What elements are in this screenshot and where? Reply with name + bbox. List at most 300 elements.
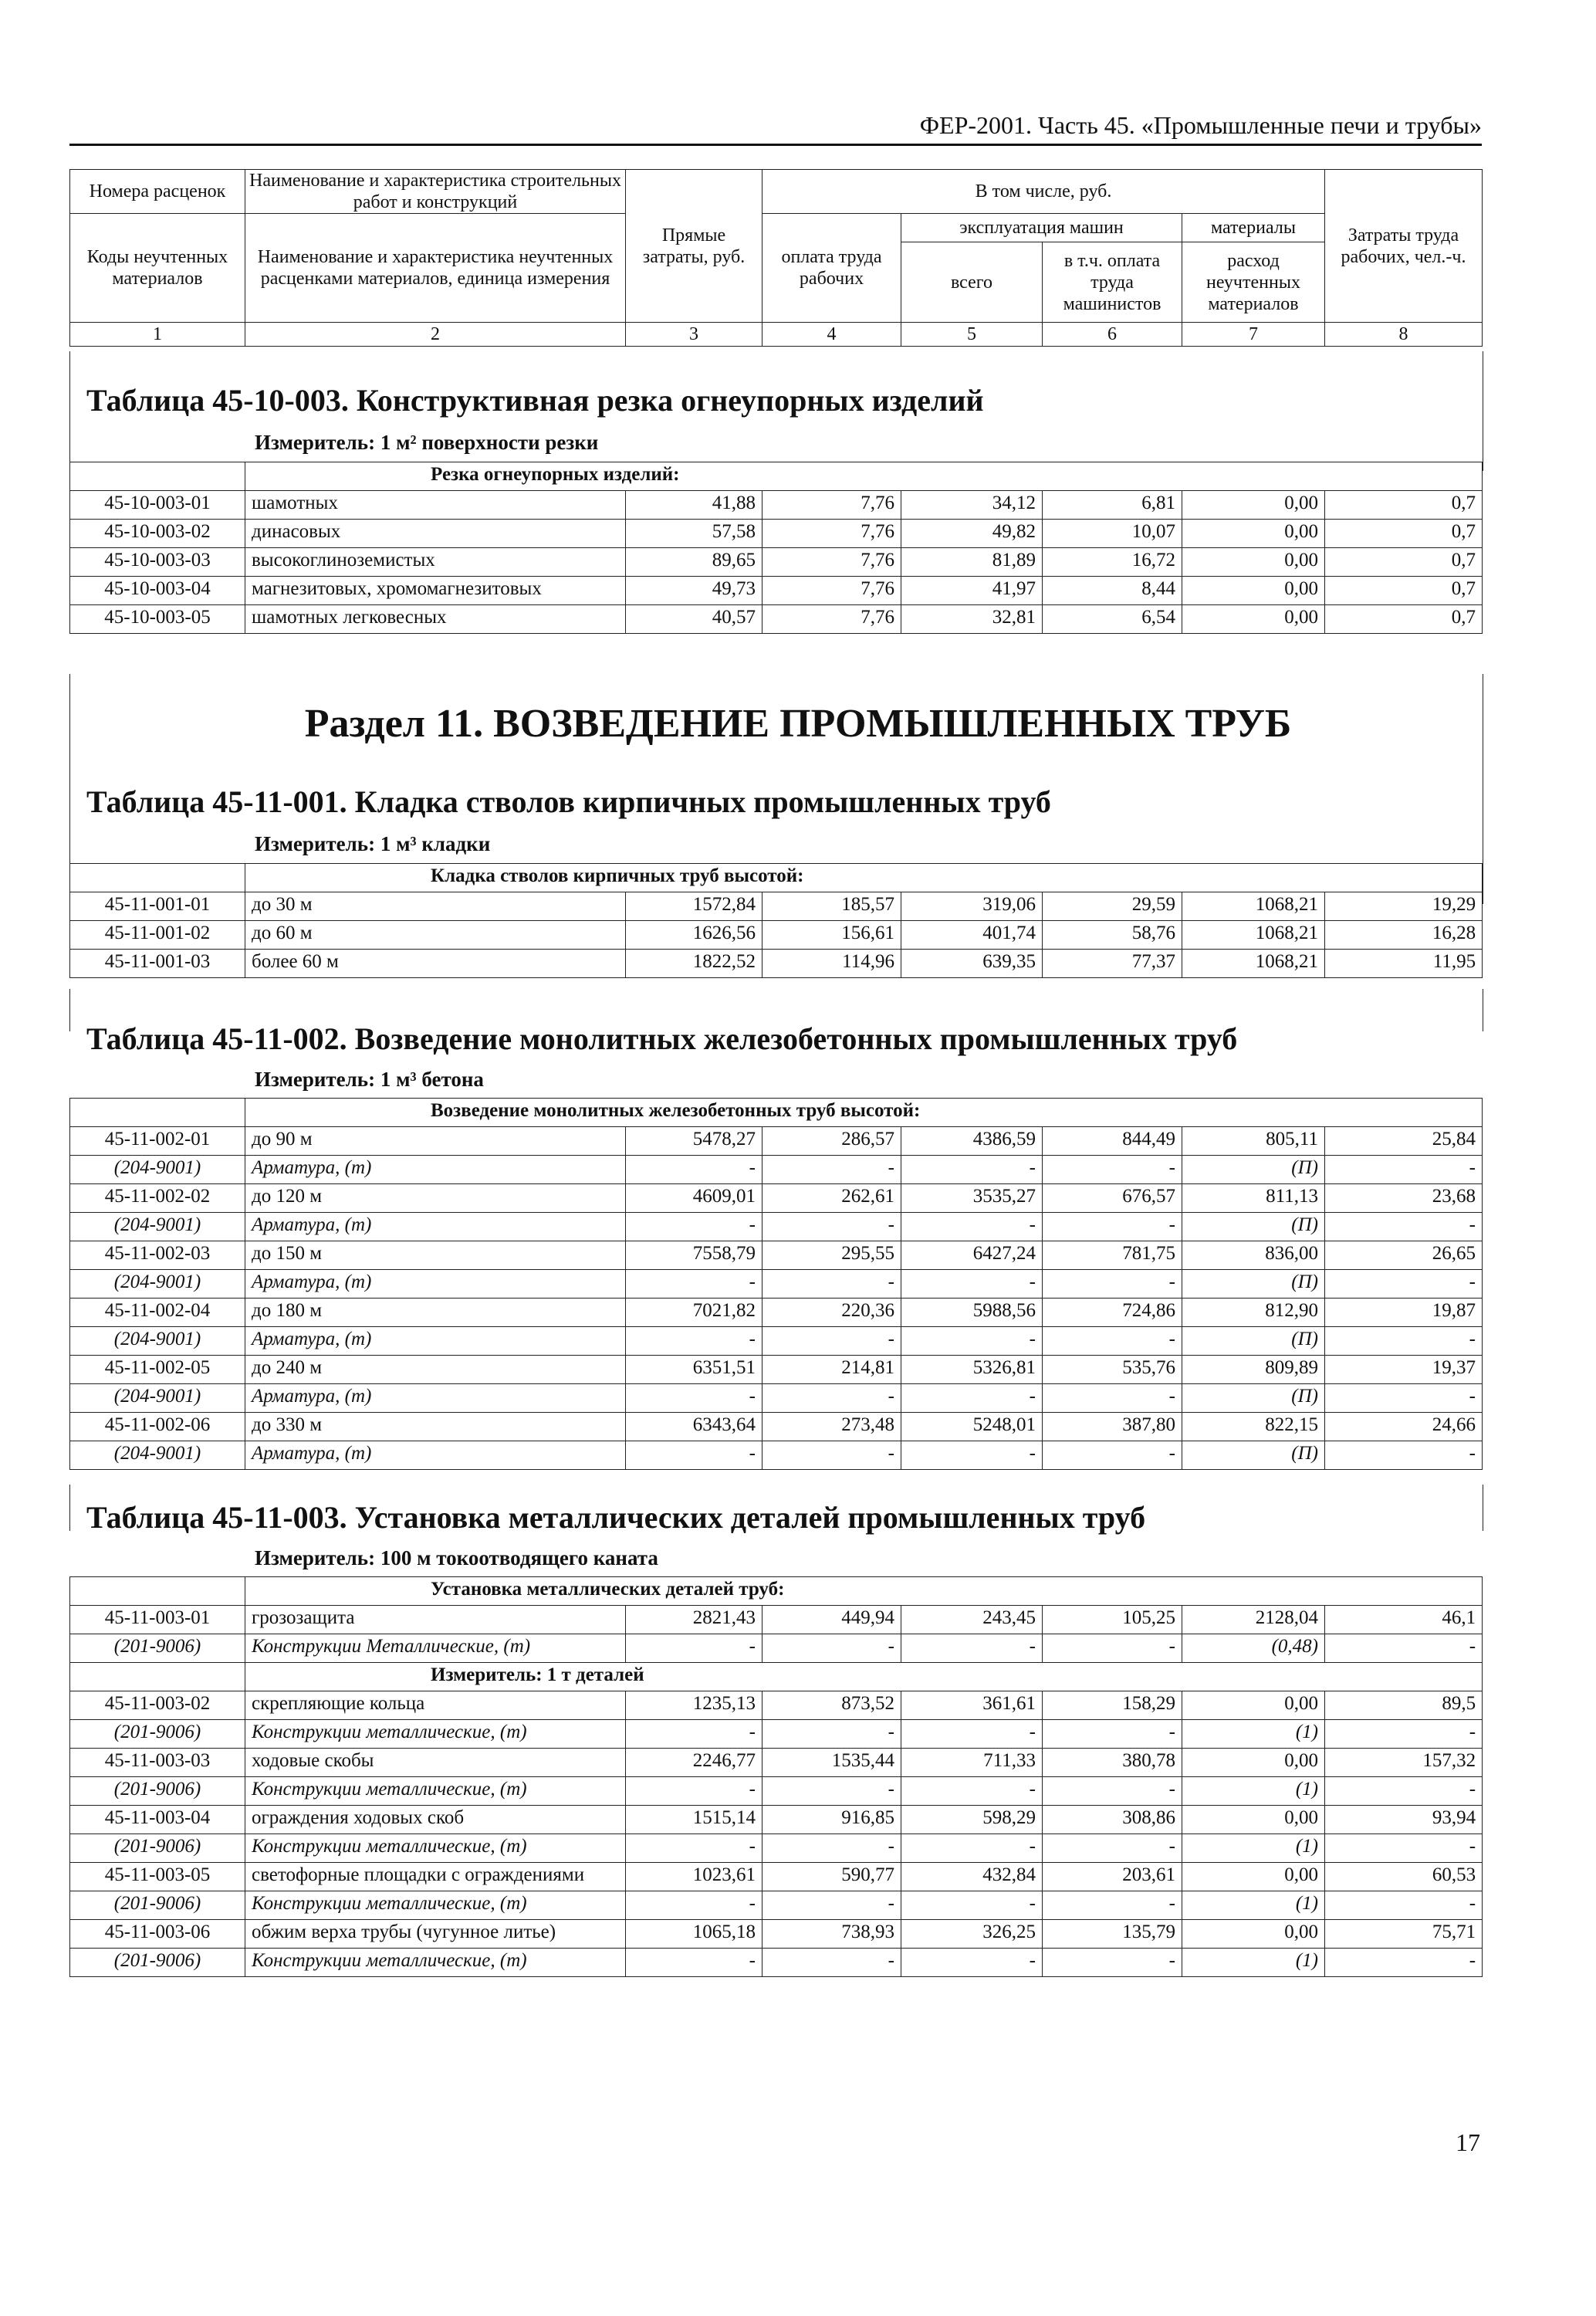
value-c8: 0,7 bbox=[1325, 491, 1483, 520]
table-row bbox=[70, 921, 1483, 950]
work-name: высокоглиноземистых bbox=[245, 548, 626, 577]
material-row bbox=[70, 1634, 1483, 1663]
work-name: до 240 м bbox=[245, 1356, 626, 1384]
material-code: (201-9006) bbox=[70, 1949, 245, 1977]
value-c7: 811,13 bbox=[1182, 1184, 1325, 1213]
header-incl: В том числе, руб. bbox=[762, 170, 1325, 214]
value-c4: 295,55 bbox=[762, 1241, 901, 1270]
value-c6: 6,54 bbox=[1043, 605, 1182, 634]
col-index: 5 bbox=[901, 323, 1043, 347]
value-c5: 361,61 bbox=[901, 1691, 1043, 1720]
value-c5: 32,81 bbox=[901, 605, 1043, 634]
rate-code: 45-11-002-03 bbox=[70, 1241, 245, 1270]
material-amount: (П) bbox=[1182, 1156, 1325, 1184]
col-index: 6 bbox=[1043, 323, 1182, 347]
value-c4: 449,94 bbox=[762, 1606, 901, 1634]
value-c3: 1235,13 bbox=[626, 1691, 762, 1720]
material-dash: - bbox=[762, 1834, 901, 1863]
table-row bbox=[70, 491, 1483, 520]
work-name: магнезитовых, хромомагнезитовых bbox=[245, 577, 626, 605]
rate-code: 45-11-003-01 bbox=[70, 1606, 245, 1634]
rate-code: 45-11-003-05 bbox=[70, 1863, 245, 1891]
material-name: Арматура, (т) bbox=[245, 1441, 626, 1470]
value-c4: 7,76 bbox=[762, 520, 901, 548]
material-code: (204-9001) bbox=[70, 1270, 245, 1299]
value-c5: 81,89 bbox=[901, 548, 1043, 577]
material-dash: - bbox=[1043, 1441, 1182, 1470]
meter-line: Измеритель: 100 м токоотводящего каната bbox=[255, 1546, 658, 1569]
material-dash: - bbox=[901, 1777, 1043, 1806]
header-col7: расход неучтенных материалов bbox=[1182, 242, 1325, 323]
header-col4: оплата труда рабочих bbox=[762, 214, 901, 323]
material-amount: (1) bbox=[1182, 1834, 1325, 1863]
material-name: Арматура, (т) bbox=[245, 1327, 626, 1356]
work-name: до 150 м bbox=[245, 1241, 626, 1270]
meter-line: Измеритель: 1 м³ кладки bbox=[255, 832, 491, 855]
material-amount: (1) bbox=[1182, 1891, 1325, 1920]
material-code: (201-9006) bbox=[70, 1634, 245, 1663]
value-c3: 6351,51 bbox=[626, 1356, 762, 1384]
material-dash: - bbox=[1043, 1777, 1182, 1806]
material-amount: (П) bbox=[1182, 1384, 1325, 1413]
material-dash: - bbox=[762, 1891, 901, 1920]
table-row bbox=[70, 1691, 1483, 1720]
material-row bbox=[70, 1156, 1483, 1184]
work-name: до 180 м bbox=[245, 1299, 626, 1327]
material-dash: - bbox=[901, 1384, 1043, 1413]
value-c8: 25,84 bbox=[1325, 1127, 1483, 1156]
material-name: Конструкции металлические, (т) bbox=[245, 1834, 626, 1863]
value-c4: 185,57 bbox=[762, 892, 901, 921]
work-name: ограждения ходовых скоб bbox=[245, 1806, 626, 1834]
value-c5: 639,35 bbox=[901, 950, 1043, 978]
material-name: Конструкции металлические, (т) bbox=[245, 1720, 626, 1749]
header-col1-bottom: Коды неучтенных материалов bbox=[70, 214, 245, 323]
work-name: до 330 м bbox=[245, 1413, 626, 1441]
material-amount: (П) bbox=[1182, 1270, 1325, 1299]
value-c7: 1068,21 bbox=[1182, 950, 1325, 978]
value-c3: 1065,18 bbox=[626, 1920, 762, 1949]
work-name: ходовые скобы bbox=[245, 1749, 626, 1777]
value-c3: 4609,01 bbox=[626, 1184, 762, 1213]
value-c5: 5326,81 bbox=[901, 1356, 1043, 1384]
material-dash: - bbox=[901, 1720, 1043, 1749]
material-name: Конструкции металлические, (т) bbox=[245, 1777, 626, 1806]
material-dash: - bbox=[626, 1891, 762, 1920]
group-label: Установка металлических деталей труб: bbox=[245, 1577, 1483, 1606]
work-name: шамотных легковесных bbox=[245, 605, 626, 634]
value-c3: 2821,43 bbox=[626, 1606, 762, 1634]
group-label: Резка огнеупорных изделий: bbox=[245, 462, 1483, 491]
value-c8: 19,29 bbox=[1325, 892, 1483, 921]
material-dash: - bbox=[901, 1270, 1043, 1299]
material-code: (201-9006) bbox=[70, 1834, 245, 1863]
work-name: светофорные площадки с ограждениями bbox=[245, 1863, 626, 1891]
rate-code: 45-11-003-04 bbox=[70, 1806, 245, 1834]
table-45-11-002 bbox=[69, 1098, 1483, 1470]
value-c6: 105,25 bbox=[1043, 1606, 1182, 1634]
value-c4: 286,57 bbox=[762, 1127, 901, 1156]
material-dash: - bbox=[1325, 1720, 1483, 1749]
material-dash: - bbox=[1043, 1270, 1182, 1299]
meter-line: Измеритель: 1 м² поверхности резки bbox=[255, 431, 599, 454]
value-c6: 844,49 bbox=[1043, 1127, 1182, 1156]
material-dash: - bbox=[1325, 1634, 1483, 1663]
table-row bbox=[70, 892, 1483, 921]
work-name: до 30 м bbox=[245, 892, 626, 921]
material-dash: - bbox=[1325, 1156, 1483, 1184]
material-code: (201-9006) bbox=[70, 1777, 245, 1806]
material-dash: - bbox=[1325, 1441, 1483, 1470]
table-row bbox=[70, 548, 1483, 577]
value-c4: 214,81 bbox=[762, 1356, 901, 1384]
value-c7: 812,90 bbox=[1182, 1299, 1325, 1327]
table-title: Таблица 45-11-003. Установка металлических деталей промышленных труб bbox=[86, 1500, 1146, 1535]
value-c6: 535,76 bbox=[1043, 1356, 1182, 1384]
value-c7: 2128,04 bbox=[1182, 1606, 1325, 1634]
value-c3: 40,57 bbox=[626, 605, 762, 634]
value-c6: 16,72 bbox=[1043, 548, 1182, 577]
value-c3: 89,65 bbox=[626, 548, 762, 577]
material-dash: - bbox=[1043, 1384, 1182, 1413]
material-dash: - bbox=[626, 1777, 762, 1806]
value-c8: 16,28 bbox=[1325, 921, 1483, 950]
rate-code: 45-11-001-02 bbox=[70, 921, 245, 950]
meter-row bbox=[70, 1663, 1483, 1691]
material-dash: - bbox=[762, 1441, 901, 1470]
material-dash: - bbox=[762, 1384, 901, 1413]
value-c3: 49,73 bbox=[626, 577, 762, 605]
rate-code: 45-11-001-01 bbox=[70, 892, 245, 921]
group-label: Возведение монолитных железобетонных труб высотой: bbox=[245, 1099, 1483, 1127]
table-row bbox=[70, 1749, 1483, 1777]
rate-code: 45-10-003-03 bbox=[70, 548, 245, 577]
value-c4: 1535,44 bbox=[762, 1749, 901, 1777]
rate-code: 45-11-001-03 bbox=[70, 950, 245, 978]
rate-code: 45-11-002-06 bbox=[70, 1413, 245, 1441]
table-row bbox=[70, 605, 1483, 634]
material-dash: - bbox=[626, 1327, 762, 1356]
value-c8: 157,32 bbox=[1325, 1749, 1483, 1777]
material-name: Конструкции Металлические, (т) bbox=[245, 1634, 626, 1663]
material-dash: - bbox=[1325, 1270, 1483, 1299]
value-c6: 387,80 bbox=[1043, 1413, 1182, 1441]
value-c5: 49,82 bbox=[901, 520, 1043, 548]
value-c7: 0,00 bbox=[1182, 605, 1325, 634]
value-c3: 41,88 bbox=[626, 491, 762, 520]
value-c4: 273,48 bbox=[762, 1413, 901, 1441]
value-c5: 432,84 bbox=[901, 1863, 1043, 1891]
material-dash: - bbox=[626, 1384, 762, 1413]
material-amount: (1) bbox=[1182, 1777, 1325, 1806]
material-amount: (0,48) bbox=[1182, 1634, 1325, 1663]
material-dash: - bbox=[1325, 1384, 1483, 1413]
material-name: Арматура, (т) bbox=[245, 1270, 626, 1299]
material-dash: - bbox=[901, 1891, 1043, 1920]
value-c6: 203,61 bbox=[1043, 1863, 1182, 1891]
material-dash: - bbox=[626, 1720, 762, 1749]
material-code: (201-9006) bbox=[70, 1891, 245, 1920]
rate-code: 45-10-003-01 bbox=[70, 491, 245, 520]
value-c3: 7021,82 bbox=[626, 1299, 762, 1327]
table-row bbox=[70, 1806, 1483, 1834]
rate-code: 45-11-002-04 bbox=[70, 1299, 245, 1327]
col-index: 3 bbox=[626, 323, 762, 347]
value-c6: 58,76 bbox=[1043, 921, 1182, 950]
material-dash: - bbox=[762, 1777, 901, 1806]
material-row bbox=[70, 1891, 1483, 1920]
material-dash: - bbox=[1325, 1891, 1483, 1920]
meter-line: Измеритель: 1 т деталей bbox=[245, 1663, 1483, 1691]
value-c6: 8,44 bbox=[1043, 577, 1182, 605]
value-c8: 19,87 bbox=[1325, 1299, 1483, 1327]
rate-code: 45-11-002-01 bbox=[70, 1127, 245, 1156]
work-name: шамотных bbox=[245, 491, 626, 520]
value-c3: 57,58 bbox=[626, 520, 762, 548]
value-c7: 1068,21 bbox=[1182, 921, 1325, 950]
table-row bbox=[70, 1920, 1483, 1949]
table-row bbox=[70, 1241, 1483, 1270]
value-c3: 7558,79 bbox=[626, 1241, 762, 1270]
material-row bbox=[70, 1441, 1483, 1470]
value-c8: 19,37 bbox=[1325, 1356, 1483, 1384]
work-name: до 120 м bbox=[245, 1184, 626, 1213]
value-c8: 0,7 bbox=[1325, 548, 1483, 577]
value-c7: 822,15 bbox=[1182, 1413, 1325, 1441]
value-c5: 41,97 bbox=[901, 577, 1043, 605]
value-c5: 711,33 bbox=[901, 1749, 1043, 1777]
rate-code: 45-10-003-04 bbox=[70, 577, 245, 605]
table-row bbox=[70, 1356, 1483, 1384]
table-row bbox=[70, 520, 1483, 548]
column-header-table bbox=[69, 169, 1483, 347]
value-c7: 805,11 bbox=[1182, 1127, 1325, 1156]
value-c5: 5988,56 bbox=[901, 1299, 1043, 1327]
value-c6: 158,29 bbox=[1043, 1691, 1182, 1720]
value-c3: 2246,77 bbox=[626, 1749, 762, 1777]
meter-line: Измеритель: 1 м³ бетона bbox=[255, 1068, 484, 1091]
value-c7: 0,00 bbox=[1182, 1863, 1325, 1891]
value-c4: 156,61 bbox=[762, 921, 901, 950]
material-row bbox=[70, 1270, 1483, 1299]
material-dash: - bbox=[1043, 1213, 1182, 1241]
value-c7: 0,00 bbox=[1182, 491, 1325, 520]
value-c6: 77,37 bbox=[1043, 950, 1182, 978]
material-dash: - bbox=[901, 1213, 1043, 1241]
value-c7: 0,00 bbox=[1182, 1749, 1325, 1777]
page-number: 17 bbox=[1456, 2128, 1480, 2156]
material-dash: - bbox=[1043, 1634, 1182, 1663]
material-dash: - bbox=[762, 1156, 901, 1184]
material-dash: - bbox=[762, 1634, 901, 1663]
material-amount: (1) bbox=[1182, 1720, 1325, 1749]
table-title: Таблица 45-11-002. Возведение монолитных железобетонных промышленных труб bbox=[86, 1021, 1238, 1056]
value-c5: 6427,24 bbox=[901, 1241, 1043, 1270]
empty-cell bbox=[70, 1663, 245, 1691]
material-dash: - bbox=[901, 1441, 1043, 1470]
material-name: Арматура, (т) bbox=[245, 1384, 626, 1413]
material-dash: - bbox=[1325, 1777, 1483, 1806]
table-row bbox=[70, 577, 1483, 605]
material-row bbox=[70, 1327, 1483, 1356]
material-name: Конструкции металлические, (т) bbox=[245, 1891, 626, 1920]
value-c7: 809,89 bbox=[1182, 1356, 1325, 1384]
material-dash: - bbox=[1043, 1949, 1182, 1977]
header-col5: всего bbox=[901, 242, 1043, 323]
value-c7: 836,00 bbox=[1182, 1241, 1325, 1270]
table-title: Таблица 45-10-003. Конструктивная резка огнеупорных изделий bbox=[86, 383, 984, 418]
material-dash: - bbox=[1325, 1834, 1483, 1863]
value-c6: 724,86 bbox=[1043, 1299, 1182, 1327]
value-c3: 1572,84 bbox=[626, 892, 762, 921]
work-name: более 60 м bbox=[245, 950, 626, 978]
value-c3: 1515,14 bbox=[626, 1806, 762, 1834]
work-name: скрепляющие кольца bbox=[245, 1691, 626, 1720]
material-dash: - bbox=[626, 1441, 762, 1470]
value-c3: 5478,27 bbox=[626, 1127, 762, 1156]
value-c6: 135,79 bbox=[1043, 1920, 1182, 1949]
material-amount: (П) bbox=[1182, 1441, 1325, 1470]
work-name: до 60 м bbox=[245, 921, 626, 950]
value-c7: 0,00 bbox=[1182, 1920, 1325, 1949]
value-c8: 46,1 bbox=[1325, 1606, 1483, 1634]
work-name: динасовых bbox=[245, 520, 626, 548]
material-row bbox=[70, 1777, 1483, 1806]
material-dash: - bbox=[762, 1720, 901, 1749]
value-c4: 916,85 bbox=[762, 1806, 901, 1834]
value-c4: 873,52 bbox=[762, 1691, 901, 1720]
material-dash: - bbox=[626, 1213, 762, 1241]
table-row bbox=[70, 1863, 1483, 1891]
material-name: Арматура, (т) bbox=[245, 1156, 626, 1184]
table-title: Таблица 45-11-001. Кладка стволов кирпичных промышленных труб bbox=[86, 784, 1051, 819]
material-code: (204-9001) bbox=[70, 1156, 245, 1184]
value-c5: 319,06 bbox=[901, 892, 1043, 921]
material-dash: - bbox=[901, 1634, 1043, 1663]
material-dash: - bbox=[1325, 1949, 1483, 1977]
value-c4: 7,76 bbox=[762, 548, 901, 577]
header-materials: материалы bbox=[1182, 214, 1325, 242]
col-index: 8 bbox=[1325, 323, 1483, 347]
header-machines: эксплуатация машин bbox=[901, 214, 1182, 242]
header-col6: в т.ч. оплата труда машинистов bbox=[1043, 242, 1182, 323]
table-45-11-003 bbox=[69, 1576, 1483, 1977]
material-amount: (1) bbox=[1182, 1949, 1325, 1977]
value-c5: 5248,01 bbox=[901, 1413, 1043, 1441]
material-dash: - bbox=[901, 1156, 1043, 1184]
value-c6: 781,75 bbox=[1043, 1241, 1182, 1270]
rate-code: 45-11-003-02 bbox=[70, 1691, 245, 1720]
header-col1-top: Номера расценок bbox=[70, 170, 245, 214]
value-c8: 0,7 bbox=[1325, 520, 1483, 548]
material-dash: - bbox=[762, 1270, 901, 1299]
table-row bbox=[70, 1606, 1483, 1634]
value-c3: 6343,64 bbox=[626, 1413, 762, 1441]
material-dash: - bbox=[626, 1949, 762, 1977]
material-dash: - bbox=[1043, 1720, 1182, 1749]
table-45-11-001 bbox=[69, 863, 1483, 978]
material-dash: - bbox=[901, 1949, 1043, 1977]
material-dash: - bbox=[762, 1949, 901, 1977]
material-dash: - bbox=[762, 1327, 901, 1356]
value-c6: 308,86 bbox=[1043, 1806, 1182, 1834]
value-c4: 7,76 bbox=[762, 605, 901, 634]
material-code: (204-9001) bbox=[70, 1441, 245, 1470]
value-c8: 23,68 bbox=[1325, 1184, 1483, 1213]
value-c4: 114,96 bbox=[762, 950, 901, 978]
table-45-10-003 bbox=[69, 462, 1483, 634]
material-code: (201-9006) bbox=[70, 1720, 245, 1749]
table-row bbox=[70, 1413, 1483, 1441]
work-name: грозозащита bbox=[245, 1606, 626, 1634]
value-c4: 590,77 bbox=[762, 1863, 901, 1891]
material-dash: - bbox=[626, 1834, 762, 1863]
material-dash: - bbox=[626, 1156, 762, 1184]
rate-code: 45-10-003-02 bbox=[70, 520, 245, 548]
group-label: Кладка стволов кирпичных труб высотой: bbox=[245, 864, 1483, 892]
value-c4: 7,76 bbox=[762, 491, 901, 520]
value-c5: 243,45 bbox=[901, 1606, 1043, 1634]
material-row bbox=[70, 1949, 1483, 1977]
material-dash: - bbox=[1325, 1213, 1483, 1241]
value-c8: 89,5 bbox=[1325, 1691, 1483, 1720]
rate-code: 45-11-003-03 bbox=[70, 1749, 245, 1777]
section-heading: Раздел 11. ВОЗВЕДЕНИЕ ПРОМЫШЛЕННЫХ ТРУБ bbox=[304, 702, 1292, 746]
value-c4: 738,93 bbox=[762, 1920, 901, 1949]
table-row bbox=[70, 1184, 1483, 1213]
material-dash: - bbox=[901, 1834, 1043, 1863]
col-index: 7 bbox=[1182, 323, 1325, 347]
material-dash: - bbox=[1043, 1834, 1182, 1863]
material-name: Арматура, (т) bbox=[245, 1213, 626, 1241]
running-header: ФЕР-2001. Часть 45. «Промышленные печи и трубы» bbox=[69, 107, 1482, 146]
rate-code: 45-11-002-02 bbox=[70, 1184, 245, 1213]
value-c8: 93,94 bbox=[1325, 1806, 1483, 1834]
material-amount: (П) bbox=[1182, 1213, 1325, 1241]
material-dash: - bbox=[1043, 1327, 1182, 1356]
value-c8: 11,95 bbox=[1325, 950, 1483, 978]
rate-code: 45-11-002-05 bbox=[70, 1356, 245, 1384]
value-c7: 0,00 bbox=[1182, 1691, 1325, 1720]
material-row bbox=[70, 1720, 1483, 1749]
value-c8: 60,53 bbox=[1325, 1863, 1483, 1891]
work-name: до 90 м bbox=[245, 1127, 626, 1156]
value-c6: 10,07 bbox=[1043, 520, 1182, 548]
value-c7: 0,00 bbox=[1182, 548, 1325, 577]
value-c8: 26,65 bbox=[1325, 1241, 1483, 1270]
value-c6: 29,59 bbox=[1043, 892, 1182, 921]
rate-code: 45-11-003-06 bbox=[70, 1920, 245, 1949]
value-c7: 0,00 bbox=[1182, 520, 1325, 548]
table-row bbox=[70, 1127, 1483, 1156]
material-amount: (П) bbox=[1182, 1327, 1325, 1356]
rate-code: 45-10-003-05 bbox=[70, 605, 245, 634]
header-col2-bottom: Наименование и характеристика неучтенных расценками материалов, единица измерения bbox=[245, 214, 626, 323]
value-c5: 4386,59 bbox=[901, 1127, 1043, 1156]
col-index: 1 bbox=[70, 323, 245, 347]
value-c5: 3535,27 bbox=[901, 1184, 1043, 1213]
material-dash: - bbox=[1043, 1891, 1182, 1920]
value-c5: 598,29 bbox=[901, 1806, 1043, 1834]
material-row bbox=[70, 1384, 1483, 1413]
material-name: Конструкции металлические, (т) bbox=[245, 1949, 626, 1977]
value-c3: 1822,52 bbox=[626, 950, 762, 978]
value-c6: 380,78 bbox=[1043, 1749, 1182, 1777]
col-index: 4 bbox=[762, 323, 901, 347]
material-code: (204-9001) bbox=[70, 1384, 245, 1413]
header-col3: Прямые затраты, руб. bbox=[626, 170, 762, 323]
value-c4: 262,61 bbox=[762, 1184, 901, 1213]
